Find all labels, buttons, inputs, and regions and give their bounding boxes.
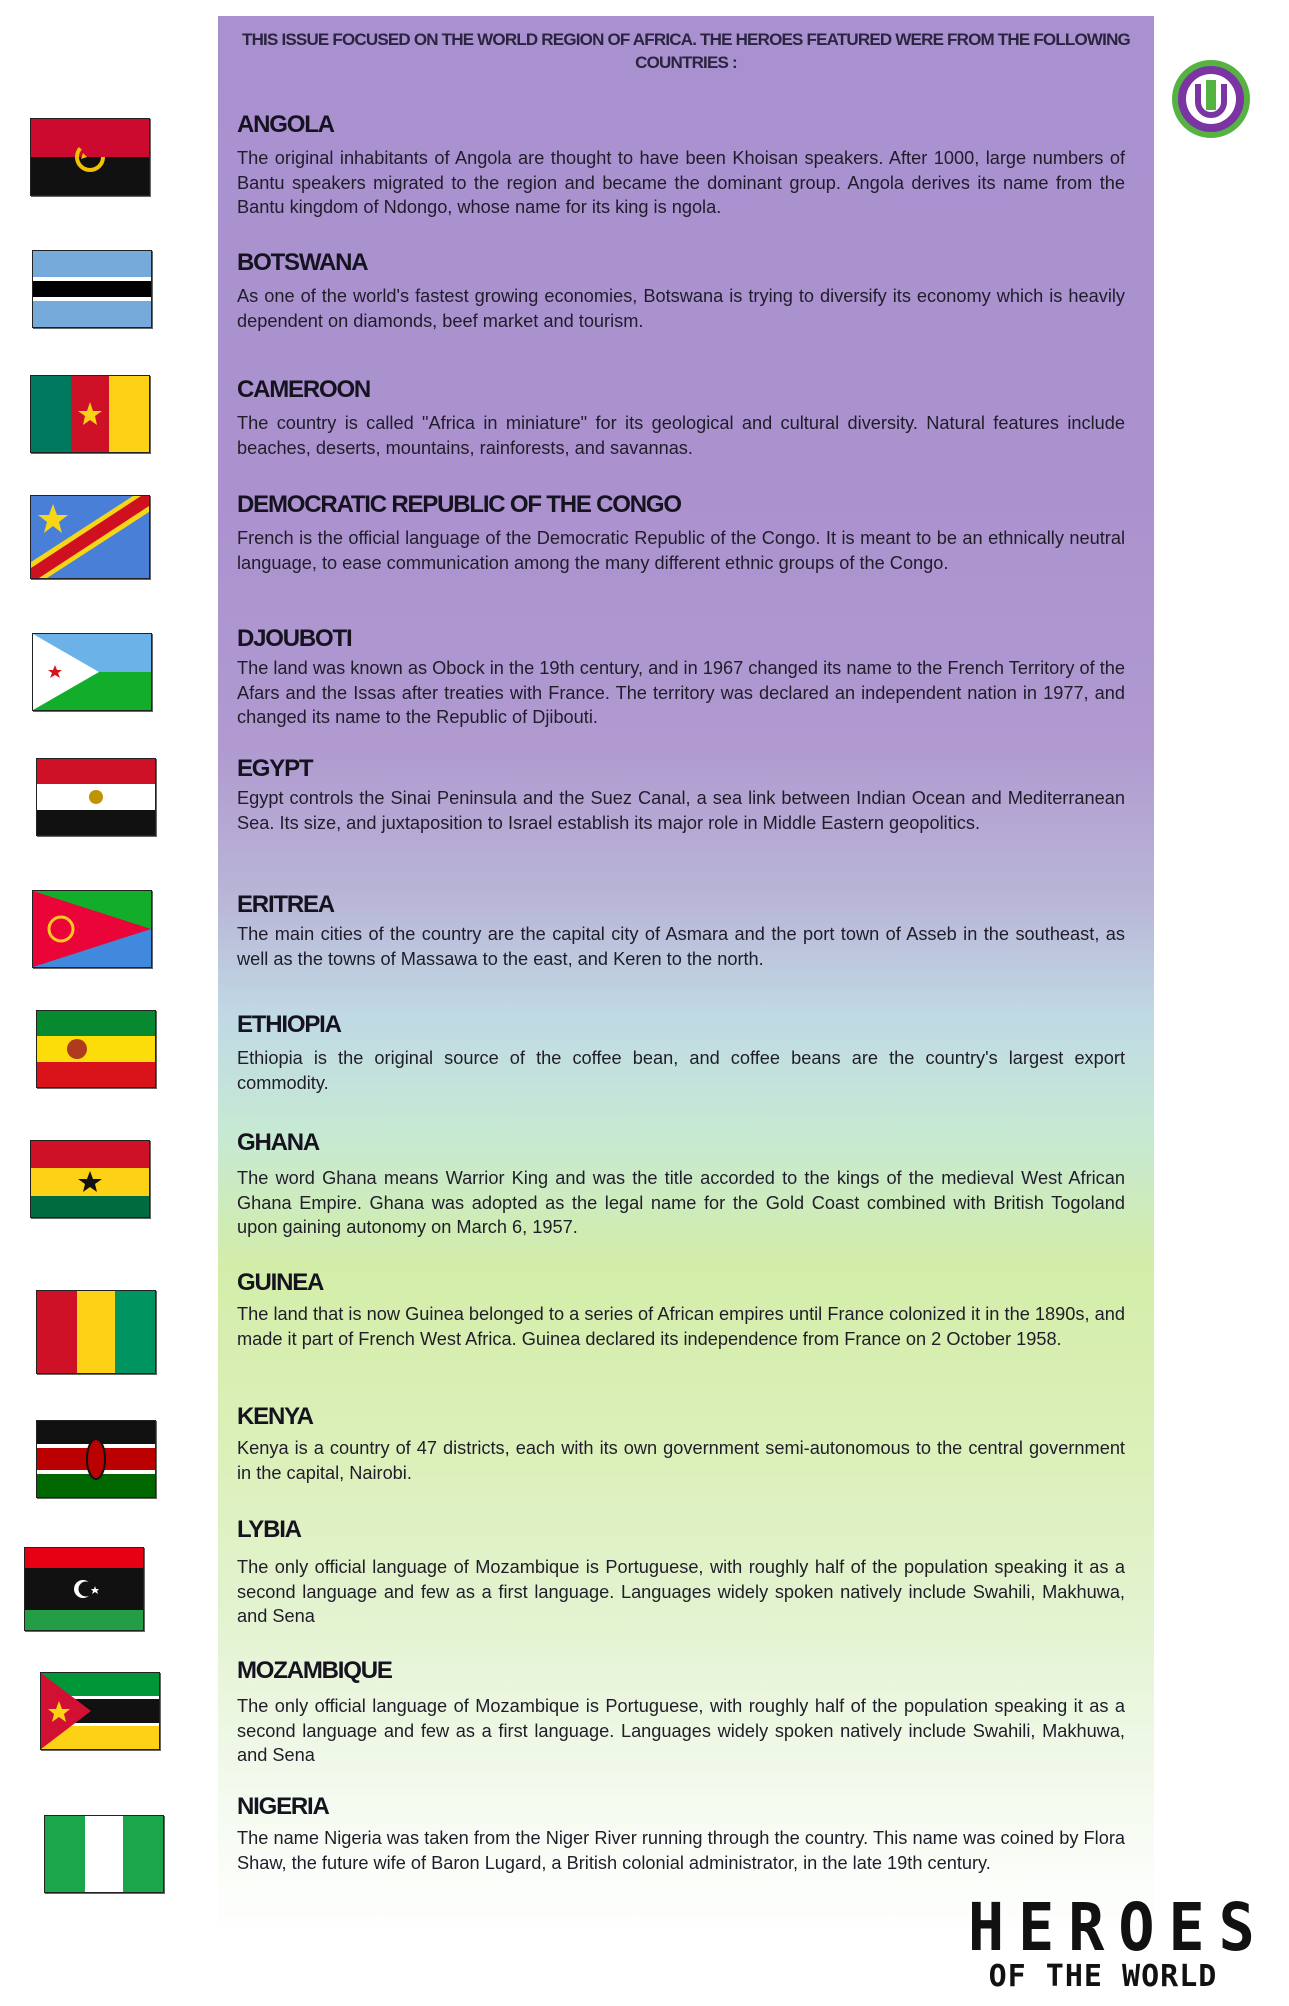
entry-title: CAMEROON — [237, 376, 371, 403]
entry-text: As one of the world's fastest growing economies, Botswana is trying to diversify its economy which is heavily dependent on diamonds, beef market and tourism. — [237, 286, 1125, 331]
ethiopia-flag-icon — [36, 1010, 156, 1088]
entry-djibouti — [237, 624, 1125, 730]
drc-flag-icon — [30, 495, 150, 579]
mozambique-flag-icon — [40, 1672, 160, 1750]
entry-text: The only official language of Mozambique is Portuguese, with roughly half of the population speaking it as a second language and few as a first language. Languages widely spoken natively include Swahili, Makhuwa, and Sena — [237, 1696, 1125, 1765]
entry-drc — [237, 490, 1125, 575]
kenya-flag-icon — [36, 1420, 156, 1498]
brand-line2: OF THE WORLD — [988, 1959, 1218, 1994]
entry-text: The only official language of Mozambique is Portuguese, with roughly half of the population speaking it as a second language and few as a first language. Languages widely spoken natively include Swahili, Makhuwa, and Sena — [237, 1557, 1125, 1626]
entry-cameroon — [237, 375, 1125, 460]
entry-ethiopia — [237, 1010, 1125, 1095]
entry-text: The country is called "Africa in miniature" for its geological and cultural diversity. Natural features include beaches, deserts, mountains, rainforests, and savannas. — [237, 413, 1125, 458]
eritrea-flag-icon — [32, 890, 152, 968]
entry-title: KENYA — [237, 1403, 313, 1430]
guinea-flag-icon — [36, 1290, 156, 1374]
entry-text: The land that is now Guinea belonged to a series of African empires until France colonized it in the 1890s, and made it part of French West Africa. Guinea declared its independence from France on 2 October 1958. — [237, 1304, 1125, 1349]
entry-title: LYBIA — [237, 1516, 301, 1543]
entry-title: MOZAMBIQUE — [237, 1657, 392, 1684]
entry-text: The original inhabitants of Angola are thought to have been Khoisan speakers. After 1000, large numbers of Bantu speakers migrated to the region and became the dominant group. Angola derives its name from the Bantu kingdom of Ndongo, whose name for its king is ngola. — [237, 148, 1125, 217]
entry-title: NIGERIA — [237, 1793, 329, 1820]
cameroon-flag-icon — [30, 375, 150, 453]
egypt-flag-icon — [36, 758, 156, 836]
intro-text: THIS ISSUE FOCUSED ON THE WORLD REGION OF AFRICA. THE HEROES FEATURED WERE FROM THE FOLLOWING COUNTRIES : — [242, 30, 1130, 72]
entry-title: ANGOLA — [237, 111, 334, 138]
heroes-of-the-world-logo — [968, 1889, 1269, 1994]
entry-guinea — [237, 1268, 1125, 1351]
entry-eritrea — [237, 890, 1125, 971]
entry-botswana — [237, 248, 1125, 333]
entry-text: Egypt controls the Sinai Peninsula and the Suez Canal, a sea link between Indian Ocean and Mediterranean Sea. Its size, and juxtaposition to Israel establish its major role in Middle Eastern geopolitics. — [237, 788, 1125, 833]
angola-flag-icon — [30, 118, 150, 196]
entry-text: French is the official language of the Democratic Republic of the Congo. It is meant to be an ethnically neutral language, to ease communication among the many different ethnic groups of the Congo. — [237, 528, 1125, 573]
entry-text: The land was known as Obock in the 19th century, and in 1967 changed its name to the French Territory of the Afars and the Issas after treaties with France. The territory was declared an independent nation in 1977, and changed its name to the Republic of Djibouti. — [237, 658, 1125, 727]
botswana-flag-icon — [32, 250, 152, 328]
entry-libya — [237, 1515, 1125, 1629]
entry-title: GUINEA — [237, 1269, 324, 1296]
globe-logo-icon — [1172, 60, 1250, 138]
entry-text: Ethiopia is the original source of the coffee bean, and coffee beans are the country's largest export commodity. — [237, 1048, 1125, 1093]
entry-text: The main cities of the country are the capital city of Asmara and the port town of Asseb in the southeast, as well as the towns of Massawa to the east, and Keren to the north. — [237, 924, 1125, 969]
entry-text: The name Nigeria was taken from the Niger River running through the country. This name was coined by Flora Shaw, the future wife of Baron Lugard, a British colonial administrator, in the late 19th century. — [237, 1828, 1125, 1873]
nigeria-flag-icon — [44, 1815, 164, 1893]
entry-text: The word Ghana means Warrior King and was the title accorded to the kings of the medieval West African Ghana Empire. Ghana was adopted as the legal name for the Gold Coast combined with British Togoland upon gaining autonomy on March 6, 1957. — [237, 1168, 1125, 1237]
entry-title: GHANA — [237, 1129, 319, 1156]
entry-mozambique — [237, 1656, 1125, 1768]
entry-nigeria — [237, 1792, 1125, 1875]
entry-title: DJOUBOTI — [237, 625, 352, 652]
entry-title: ETHIOPIA — [237, 1011, 341, 1038]
entry-kenya — [237, 1402, 1125, 1485]
entry-title: BOTSWANA — [237, 249, 368, 276]
entry-angola — [237, 110, 1125, 220]
entry-title: DEMOCRATIC REPUBLIC OF THE CONGO — [237, 491, 681, 518]
entry-egypt — [237, 754, 1125, 835]
entry-title: EGYPT — [237, 755, 313, 782]
entry-title: ERITREA — [237, 891, 334, 918]
entry-ghana — [237, 1128, 1125, 1240]
ghana-flag-icon — [30, 1140, 150, 1218]
djibouti-flag-icon — [32, 633, 152, 711]
entry-text: Kenya is a country of 47 districts, each with its own government semi-autonomous to the central government in the capital, Nairobi. — [237, 1438, 1125, 1483]
brand-line1: HEROES — [968, 1889, 1269, 1967]
libya-flag-icon — [24, 1547, 144, 1631]
